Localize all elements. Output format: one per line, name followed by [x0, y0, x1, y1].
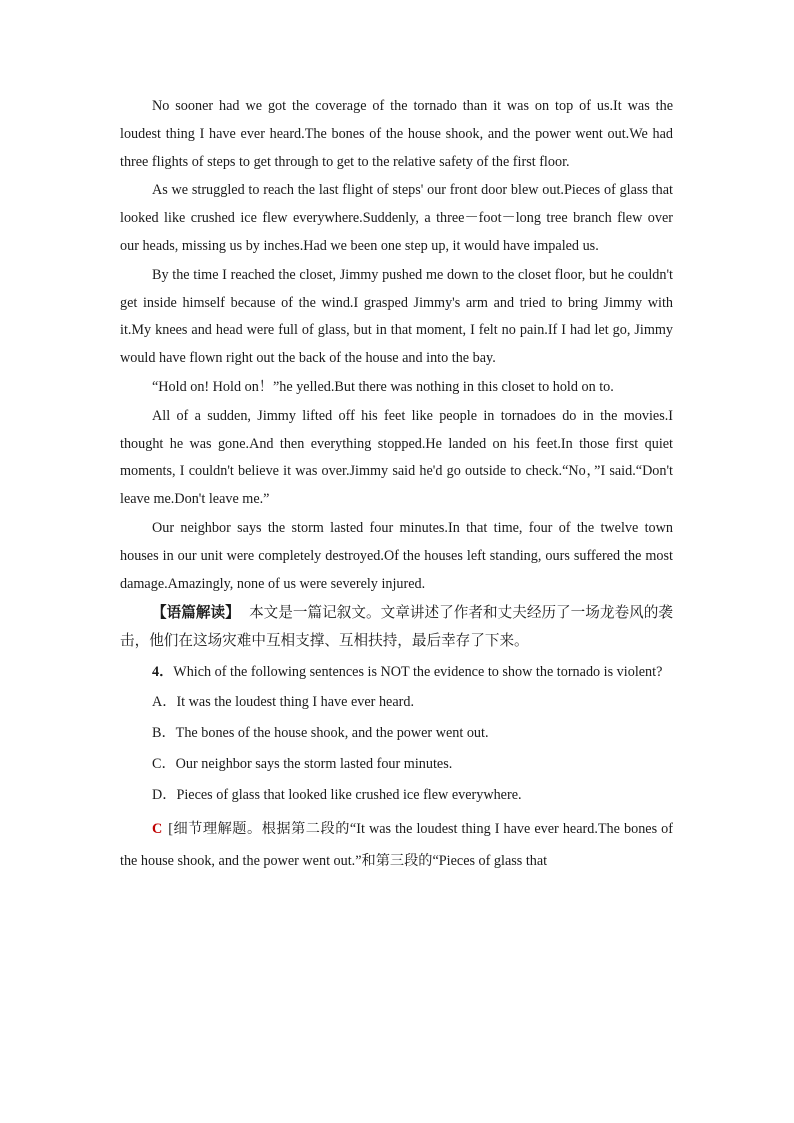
question-number: 4． — [152, 664, 174, 681]
passage-analysis — [120, 599, 673, 655]
passage-paragraph-6: Our neighbor says the storm lasted four minutes.In that time, four of the twelve town houses in our unit were completely destroyed.Of the houses left standing, ours suffered the most damage.Amazingly, none of us were severely injured. — [120, 519, 673, 592]
option-b — [120, 718, 673, 749]
passage-paragraph-3: By the time I reached the closet, Jimmy pushed me down to the closet floor, but he couldn't get inside himself because of the wind.I grasped Jimmy's arm and tried to bring Jimmy with it.My knees and head were full of glass, but in that moment, I felt no pain.If I had let go, Jimmy would have flown right out the back of the house and into the bay. — [120, 266, 673, 367]
option-a-text: It was the loudest thing I have ever heard. — [176, 694, 414, 711]
document-page — [120, 93, 673, 877]
option-d — [120, 780, 673, 811]
option-b-text: The bones of the house shook, and the power went out. — [175, 725, 489, 742]
passage-paragraph-1: No sooner had we got the coverage of the tornado than it was on top of us.It was the loudest thing I have ever heard.The bones of the house shook, and the power went out.We had three flights of steps to get through to get to the relative safety of the first floor. — [120, 98, 673, 170]
answer-explanation — [120, 813, 673, 877]
answer-letter: C — [152, 821, 163, 838]
question-stem — [120, 659, 673, 687]
option-d-letter: D． — [152, 787, 177, 804]
option-a — [120, 687, 673, 718]
answer-text: [细节理解题。根据第二段的“It was the loudest thing I have ever heard.The bones of the house shook, and the power went out.”和第三段的“Pieces of glass that — [120, 821, 673, 870]
passage-paragraph-4: “Hold on! Hold on！”he yelled.But there was nothing in this closet to hold on to. — [152, 378, 614, 395]
analysis-label: 【语篇解读】 — [152, 604, 240, 622]
option-c-text: Our neighbor says the storm lasted four minutes. — [175, 756, 453, 773]
option-c — [120, 749, 673, 780]
question-stem-text: Which of the following sentences is NOT the evidence to show the tornado is violent? — [173, 664, 663, 681]
option-b-letter: B． — [152, 725, 176, 742]
option-c-letter: C． — [152, 756, 176, 773]
passage-paragraph-5: All of a sudden, Jimmy lifted off his feet like people in tornadoes do in the movies.I thought he was gone.And then everything stopped.He landed on his feet.In those first quiet moments, I couldn't believe it was over.Jimmy said he'd go outside to check.“No，”I said.“Don't leave me.Don't leave me.” — [120, 407, 673, 508]
option-d-text: Pieces of glass that looked like crushed ice flew everywhere. — [176, 787, 522, 804]
passage-paragraph-2: As we struggled to reach the last flight of steps' our front door blew out.Pieces of glass that looked like crushed ice flew everywhere.Suddenly, a three－foot－long tree branch flew over our heads, missing us by inches.Had we been one step up, it would have impaled us. — [120, 182, 673, 254]
option-a-letter: A． — [152, 694, 177, 711]
analysis-text: 本文是一篇记叙文。文章讲述了作者和丈夫经历了一场龙卷风的袭击，他们在这场灾难中互相支撑、互相扶持，最后幸存了下来。 — [120, 604, 673, 650]
